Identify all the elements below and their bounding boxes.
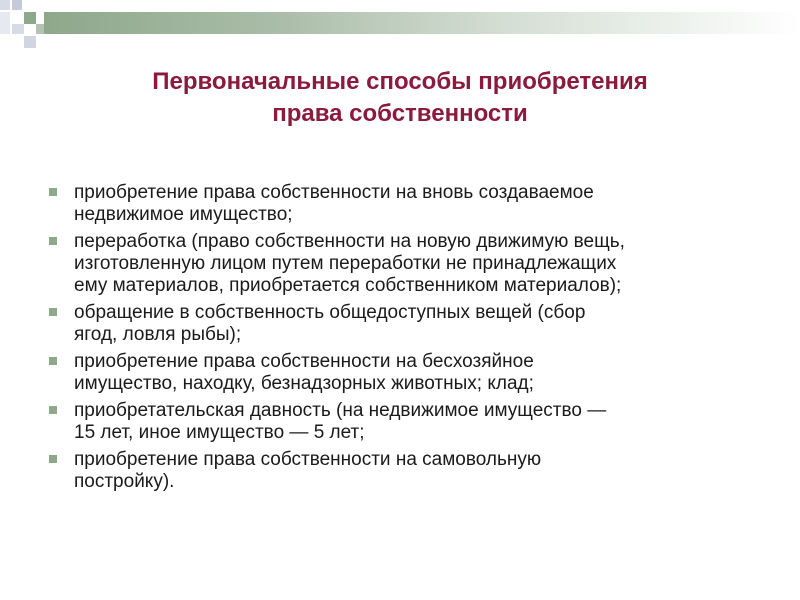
bullet-text-line: имущество, находку, безнадзорных животных; клад; — [74, 373, 534, 394]
bullet-text-line: приобретение права собственности на вновь создаваемое — [74, 182, 594, 203]
bullet-text-line: недвижимое имущество; — [74, 204, 293, 225]
decor-square — [36, 24, 44, 34]
title-line: права собственности — [272, 100, 528, 127]
bullet-text-line: приобретение права собственности на самовольную — [74, 449, 542, 470]
square-bullet-icon — [49, 455, 57, 463]
decor-square — [0, 0, 10, 10]
bullet-list — [48, 182, 748, 498]
decor-square — [12, 24, 24, 34]
bullet-text-line: обращение в собственность общедоступных вещей (сбор — [74, 302, 586, 323]
bullet-item — [48, 302, 748, 346]
bullet-text-line: приобретательская давность (на недвижимое имущество — — [74, 400, 607, 421]
slide-title — [40, 66, 760, 130]
header-band — [44, 12, 800, 34]
decor-square — [24, 36, 36, 48]
bullet-item — [48, 351, 748, 395]
bullet-text-line: приобретение права собственности на бесхозяйное — [74, 351, 534, 372]
square-bullet-icon — [49, 237, 57, 245]
bullet-item — [48, 449, 748, 493]
title-line: Первоначальные способы приобретения — [152, 68, 648, 95]
decor-square — [24, 12, 36, 24]
decor-square — [0, 12, 10, 34]
bullet-text-line: ягод, ловля рыбы); — [74, 324, 242, 345]
bullet-text-line: изготовленную лицом путем переработки не принадлежащих — [74, 253, 617, 274]
square-bullet-icon — [49, 308, 57, 316]
bullet-text-line: постройку). — [74, 471, 175, 492]
square-bullet-icon — [49, 357, 57, 365]
decor-square — [12, 0, 22, 10]
bullet-text-line: переработка (право собственности на новую движимую вещь, — [74, 231, 625, 252]
bullet-text-line: ему материалов, приобретается собственником материалов); — [74, 275, 622, 296]
bullet-item — [48, 231, 748, 297]
bullet-text-line: 15 лет, иное имущество — 5 лет; — [74, 422, 365, 443]
bullet-item — [48, 182, 748, 226]
square-bullet-icon — [49, 188, 57, 196]
bullet-item — [48, 400, 748, 444]
square-bullet-icon — [49, 406, 57, 414]
